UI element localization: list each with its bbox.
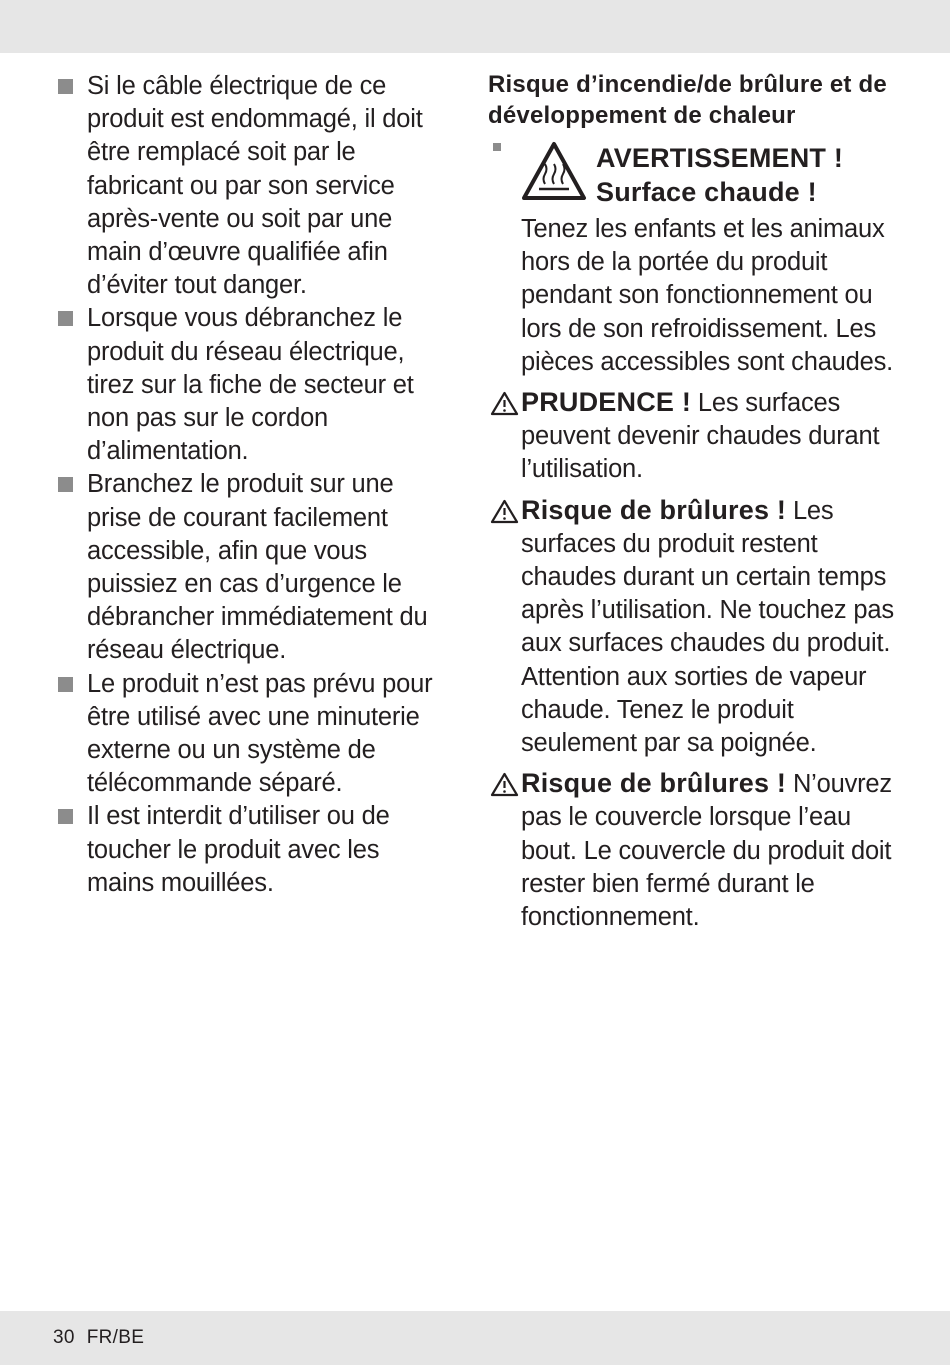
bullet-text: Il est interdit d’utiliser ou de toucher le produit avec les mains mouillées. xyxy=(87,802,390,897)
square-bullet-icon xyxy=(58,677,73,692)
page-footer xyxy=(53,1327,144,1349)
square-bullet-icon xyxy=(58,79,73,94)
list-item xyxy=(58,302,453,468)
page-number: 30 xyxy=(53,1327,75,1348)
caution-text: Les surfaces du produit restent chaudes durant un certain temps après l’utilisation. Ne touchez pas aux surfaces chaudes du produit. Attention aux sorties de vapeur chaude. Tenez le produit seulement par sa poignée. xyxy=(521,496,894,758)
warning-triangle-icon xyxy=(490,772,519,797)
list-item xyxy=(58,468,453,667)
warning-triangle-icon xyxy=(490,391,519,416)
header-band xyxy=(0,0,950,53)
square-bullet-icon xyxy=(58,809,73,824)
caution-lead: Risque de brûlures ! xyxy=(521,494,787,525)
list-item xyxy=(58,668,453,801)
right-column xyxy=(488,69,908,934)
square-bullet-icon xyxy=(493,143,501,151)
bullet-text: Branchez le produit sur une prise de courant facilement accessible, afin que vous puissiez en cas d’urgence le débrancher immédiatement du réseau électrique. xyxy=(87,470,428,665)
bullet-text: Si le câble électrique de ce produit est endommagé, il doit être remplacé soit par le fabricant ou par son service après-vente ou soit par une main d’œuvre qualifiée afin d’éviter tout danger. xyxy=(87,72,423,300)
caution-paragraph xyxy=(488,494,908,761)
list-item xyxy=(58,800,453,900)
warning-title-line: Surface chaude ! xyxy=(596,177,817,207)
list-item xyxy=(58,70,453,302)
caution-lead: PRUDENCE ! xyxy=(521,387,692,418)
left-column xyxy=(58,70,453,900)
caution-paragraph xyxy=(488,767,908,934)
caution-paragraph xyxy=(488,386,908,487)
section-heading: Risque d’incendie/de brûlure et de développement de chaleur xyxy=(488,71,887,129)
warning-body: Tenez les enfants et les animaux hors de la portée du produit pendant son fonctionnement ou lors de son refroidissement. Les pièces accessibles sont chaudes. xyxy=(521,215,894,376)
warning-title xyxy=(596,141,908,209)
square-bullet-icon xyxy=(58,311,73,326)
hot-surface-warning xyxy=(488,141,908,379)
bullet-text: Le produit n’est pas prévu pour être utilisé avec une minuterie externe ou un système de télécommande séparé. xyxy=(87,669,433,798)
locale-label: FR/BE xyxy=(86,1327,145,1348)
caution-text: N’ouvrez pas le couvercle lorsque l’eau bout. Le couvercle du produit doit rester bien fermé durant le fonctionnement. xyxy=(521,770,892,932)
hot-surface-warning-icon xyxy=(521,141,587,201)
caution-lead: Risque de brûlures ! xyxy=(521,768,787,799)
warning-title-line: AVERTISSEMENT ! xyxy=(596,143,844,173)
caution-text: Les surfaces peuvent devenir chaudes durant l’utilisation. xyxy=(521,389,880,484)
bullet-text: Lorsque vous débranchez le produit du réseau électrique, tirez sur la fiche de secteur et non pas sur le cordon d’alimentation. xyxy=(87,304,414,466)
warning-triangle-icon xyxy=(490,499,519,524)
square-bullet-icon xyxy=(58,477,73,492)
